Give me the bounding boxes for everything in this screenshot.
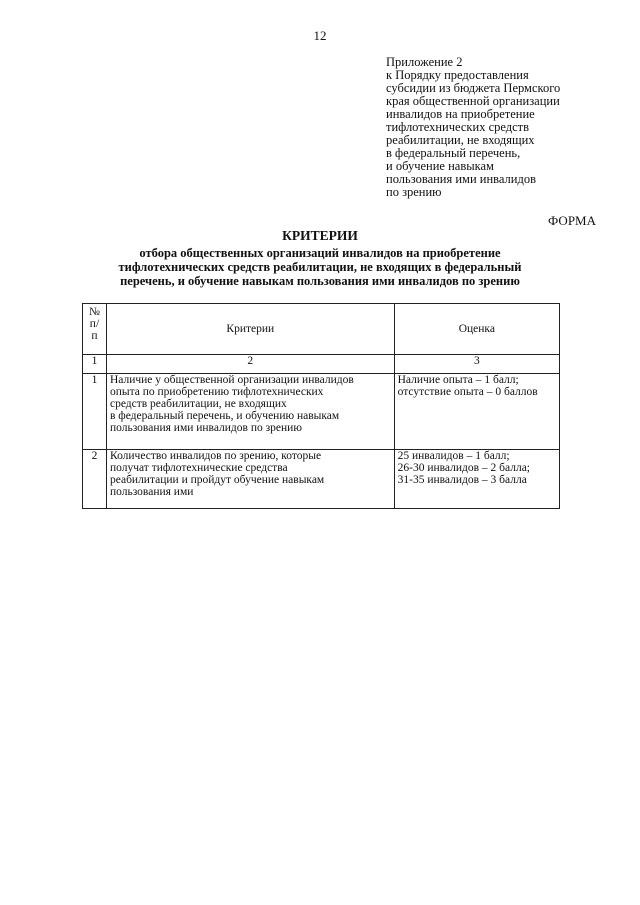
header-criteria-cell: Критерии [106, 304, 394, 355]
appendix-line: по зрению [386, 185, 442, 199]
appendix-line: к Порядку предоставления [386, 68, 529, 82]
score-line: Наличие опыта – 1 балл; [397, 374, 519, 386]
page-number: 12 [313, 28, 327, 43]
appendix-line: края общественной организации [386, 94, 560, 108]
score-line: отсутствие опыта – 0 баллов [397, 386, 538, 398]
criteria-line: опыта по приобретению тифлотехнических [109, 386, 324, 398]
table-index-row [83, 355, 560, 374]
criteria-line: в федеральный перечень, и обучению навыкам [109, 410, 340, 422]
row-num-cell: 2 [83, 450, 107, 509]
criteria-table [82, 303, 560, 509]
row-score-cell [394, 450, 559, 509]
criteria-line: пользования ими инвалидов по зрению [109, 422, 302, 434]
header-num-line: № [88, 306, 100, 318]
appendix-line: инвалидов на приобретение [386, 107, 535, 121]
row-num-cell: 1 [83, 374, 107, 450]
appendix-line: в федеральный перечень, [386, 146, 521, 160]
appendix-line: Приложение 2 [386, 55, 463, 69]
subtitle-line: перечень, и обучение навыкам пользования ими инвалидов по зрению [120, 274, 520, 288]
criteria-line: получат тифлотехнические средства [109, 462, 288, 474]
index-cell: 2 [106, 355, 394, 374]
subtitle-line: отбора общественных организаций инвалидов на приобретение [139, 246, 501, 260]
header-score-cell: Оценка [394, 304, 559, 355]
document-title: КРИТЕРИИ [282, 228, 358, 243]
header-num-cell [83, 304, 107, 355]
table-row [83, 374, 560, 450]
header-num-line: п [91, 330, 98, 342]
criteria-line: средств реабилитации, не входящих [109, 398, 287, 410]
score-line: 26-30 инвалидов – 2 балла; [397, 462, 531, 474]
document-subtitle [0, 246, 640, 288]
header-num-line: п/ [89, 318, 100, 330]
appendix-line: субсидии из бюджета Пермского [386, 81, 561, 95]
index-cell: 3 [394, 355, 559, 374]
row-criteria-cell [106, 450, 394, 509]
form-label: ФОРМА [548, 213, 596, 228]
appendix-line: и обучение навыкам [386, 159, 494, 173]
table-header-row [83, 304, 560, 355]
criteria-line: реабилитации и пройдут обучение навыкам [109, 474, 325, 486]
row-score-cell [394, 374, 559, 450]
criteria-line: пользования ими [109, 486, 194, 498]
row-criteria-cell [106, 374, 394, 450]
appendix-line: тифлотехнических средств [386, 120, 530, 134]
appendix-line: реабилитации, не входящих [386, 133, 535, 147]
appendix-block [386, 56, 616, 199]
score-line: 25 инвалидов – 1 балл; [397, 450, 510, 462]
score-line: 31-35 инвалидов – 3 балла [397, 474, 527, 486]
subtitle-line: тифлотехнических средств реабилитации, не входящих в федеральный [118, 260, 522, 274]
criteria-line: Наличие у общественной организации инвалидов [109, 374, 354, 386]
appendix-line: пользования ими инвалидов [386, 172, 536, 186]
criteria-line: Количество инвалидов по зрению, которые [109, 450, 322, 462]
table-row [83, 450, 560, 509]
index-cell: 1 [83, 355, 107, 374]
